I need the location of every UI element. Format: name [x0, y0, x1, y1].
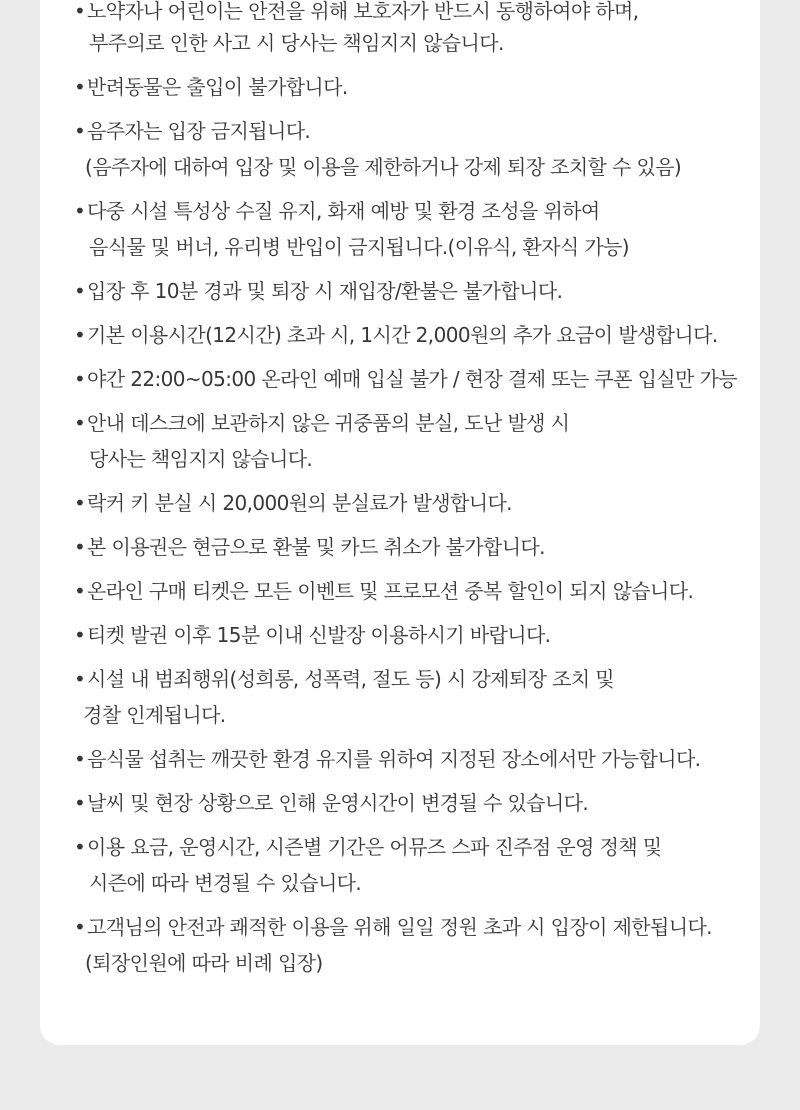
notice-text: 이용 요금, 운영시간, 시즌별 기간은 어뮤즈 스파 진주점 운영 정책 및 [87, 835, 662, 859]
notice-text: 음식물 섭취는 깨끗한 환경 유지를 위하여 지정된 장소에서만 가능합니다. [87, 747, 701, 771]
notice-text: 기본 이용시간(12시간) 초과 시, 1시간 2,000원의 추가 요금이 발생합니다. [87, 323, 718, 347]
notice-text: 음주자는 입장 금지됩니다. [87, 119, 311, 143]
bullet-icon: • [74, 535, 86, 559]
notice-text: 야간 22:00~05:00 온라인 예매 입실 불가 / 현장 결제 또는 쿠폰 입실만 가능 [87, 367, 737, 391]
notice-text: 본 이용권은 현금으로 환불 및 카드 취소가 불가합니다. [87, 535, 545, 559]
notice-text-continued: 경찰 인계됩니다. [83, 703, 226, 727]
bullet-icon: • [74, 0, 86, 23]
bullet-icon: • [74, 75, 86, 99]
bullet-icon: • [74, 915, 86, 939]
notice-text: 락커 키 분실 시 20,000원의 분실료가 발생합니다. [87, 491, 512, 515]
bullet-icon: • [74, 323, 86, 347]
bullet-icon: • [74, 667, 86, 691]
notice-text: 티켓 발권 이후 15분 이내 신발장 이용하시기 바랍니다. [87, 623, 551, 647]
notice-text-continued: 시즌에 따라 변경될 수 있습니다. [89, 871, 362, 895]
bullet-icon: • [74, 199, 86, 223]
notice-text-continued: 부주의로 인한 사고 시 당사는 책임지지 않습니다. [89, 31, 504, 55]
bullet-icon: • [74, 791, 86, 815]
notice-text: 시설 내 범죄행위(성희롱, 성폭력, 절도 등) 시 강제퇴장 조치 및 [87, 667, 615, 691]
notice-text-continued: 음식물 및 버너, 유리병 반입이 금지됩니다.(이유식, 환자식 가능) [89, 235, 629, 259]
notice-text: 날씨 및 현장 상황으로 인해 운영시간이 변경될 수 있습니다. [87, 791, 589, 815]
bullet-icon: • [74, 367, 86, 391]
notice-text: 온라인 구매 티켓은 모든 이벤트 및 프로모션 중복 할인이 되지 않습니다. [87, 579, 694, 603]
notice-text: 고객님의 안전과 쾌적한 이용을 위해 일일 정원 초과 시 입장이 제한됩니다. [87, 915, 712, 939]
notice-text-continued: (퇴장인원에 따라 비례 입장) [85, 951, 323, 975]
notice-text-continued: (음주자에 대하여 입장 및 이용을 제한하거나 강제 퇴장 조치할 수 있음) [85, 155, 682, 179]
bullet-icon: • [74, 579, 86, 603]
bullet-icon: • [74, 119, 86, 143]
notice-text: 노약자나 어린이는 안전을 위해 보호자가 반드시 동행하여야 하며, [87, 0, 639, 23]
bullet-icon: • [74, 411, 86, 435]
notice-text: 입장 후 10분 경과 및 퇴장 시 재입장/환불은 불가합니다. [87, 279, 563, 303]
notice-text: 다중 시설 특성상 수질 유지, 화재 예방 및 환경 조성을 위하여 [87, 199, 600, 223]
bullet-icon: • [74, 279, 86, 303]
notice-text: 안내 데스크에 보관하지 않은 귀중품의 분실, 도난 발생 시 [87, 411, 570, 435]
notice-text-continued: 당사는 책임지지 않습니다. [89, 447, 313, 471]
bullet-icon: • [74, 623, 86, 647]
notice-text: 반려동물은 출입이 불가합니다. [87, 75, 348, 99]
bullet-icon: • [74, 491, 86, 515]
bullet-icon: • [74, 747, 86, 771]
bullet-icon: • [74, 835, 86, 859]
